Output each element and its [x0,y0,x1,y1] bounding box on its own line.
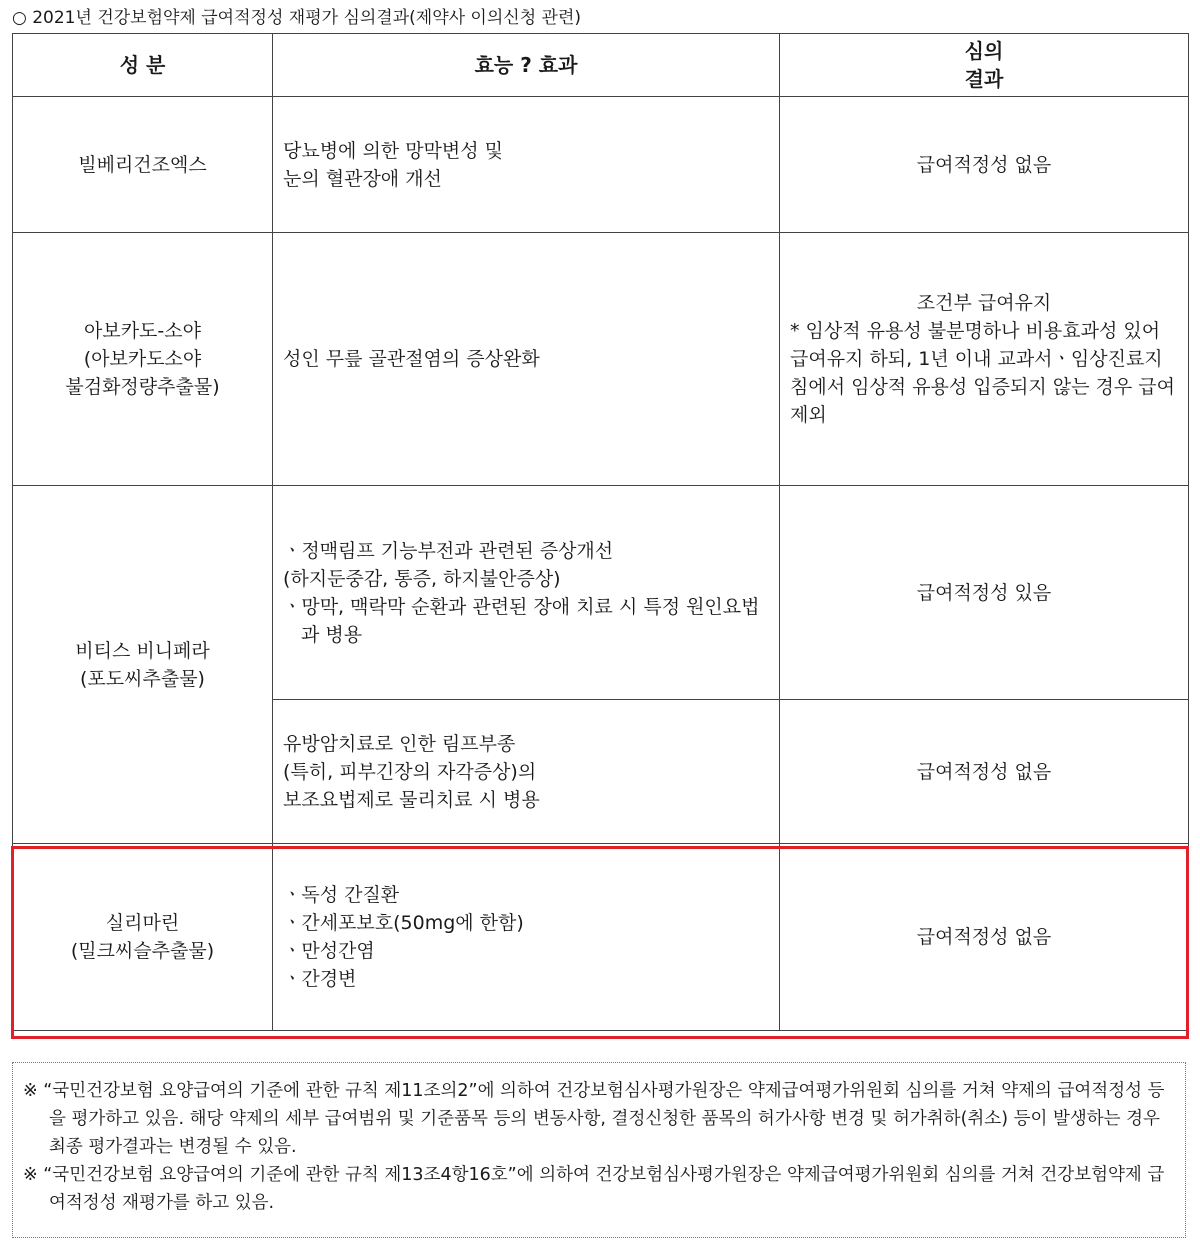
result-text: 급여적정성 없음 [916,760,1052,783]
efficacy-cell [273,233,780,486]
header-result-line1: 심의 [964,39,1004,63]
efficacy-line: (하지둔중감, 통증, 하지불안증상) [283,567,561,590]
efficacy-cell [273,486,780,700]
efficacy-bullet: ㆍ망막, 맥락막 순환과 관련된 장애 치료 시 특정 원인요법과 병용 [283,595,760,646]
efficacy-bullet: ㆍ간세포보호(50mg에 한함) [283,912,524,934]
efficacy-cell [273,844,780,1031]
ingredient-cell [13,233,273,486]
efficacy-cell [273,97,780,233]
header-ingredient: 성 분 [13,34,273,97]
ingredient-detail: (포도씨추출물) [80,667,205,690]
ingredient-detail: 불검화정량추출물) [65,376,220,398]
ingredient-name: 비티스 비니페라 [75,639,210,662]
review-results-table [12,33,1189,1031]
header-result [780,34,1189,97]
notes-box [12,1062,1186,1238]
ingredient-detail: (밀크씨슬추출물) [70,940,215,962]
note-item: ※ “국민건강보험 요양급여의 기준에 관한 규칙 제11조의2”에 의하여 건강보험심사평가원장은 약제급여평가위원회 심의를 거쳐 약제의 급여적정성 등을 평가하고 있음. 해당 약제의 세부 급여범위 및 기준품목 등의 변동사항, 결정신청한 품목의 허가사항 변경 및 허가취하(취소) 등이 발생하는 경우 최종 평가결과는 변경될 수 있음. [23,1081,1165,1157]
ingredient-cell [13,97,273,233]
table-row [13,97,1189,233]
ingredient-cell [13,486,273,844]
efficacy-line: (특히, 피부긴장의 자각증상)의 [283,760,537,783]
efficacy-line: 당뇨병에 의한 망막변성 및 [283,139,504,162]
result-cell [780,97,1189,233]
result-text: 급여적정성 있음 [916,581,1052,604]
ingredient-detail: (아보카도소야 [83,348,202,370]
result-note: * 임상적 유용성 불분명하나 비용효과성 있어 급여유지 하되, 1년 이내 교과서ㆍ임상진료지침에서 임상적 유용성 입증되지 않는 경우 급여제외 [790,320,1175,426]
ingredient-cell [13,844,273,1031]
table-row [13,233,1189,486]
efficacy-cell [273,700,780,844]
result-text: 급여적정성 없음 [916,926,1052,948]
table-row [13,844,1189,1031]
efficacy-line: 보조요법제로 물리치료 시 병용 [283,788,540,811]
result-cell [780,233,1189,486]
note-item: ※ “국민건강보험 요양급여의 기준에 관한 규칙 제13조4항16호”에 의하여 건강보험심사평가원장은 약제급여평가위원회 심의를 거쳐 건강보험약제 급여적정성 재평가를 하고 있음. [23,1165,1165,1213]
table-row [13,486,1189,700]
efficacy-bullet: ㆍ정맥림프 기능부전과 관련된 증상개선 [283,539,614,562]
header-result-line2: 결과 [964,67,1004,91]
result-cell [780,700,1189,844]
result-cell [780,844,1189,1031]
result-cell [780,486,1189,700]
efficacy-line: 유방암치료로 인한 림프부종 [283,732,516,755]
efficacy-bullet: ㆍ독성 간질환 [283,884,400,906]
efficacy-bullet: ㆍ간경변 [283,968,357,990]
result-text: 급여적정성 없음 [916,153,1052,176]
efficacy-line: 성인 무릎 골관절염의 증상완화 [283,348,540,370]
result-text: 조건부 급여유지 [916,292,1052,314]
efficacy-bullet: ㆍ만성간염 [283,940,375,962]
efficacy-line: 눈의 혈관장애 개선 [283,167,442,190]
page-title: ○ 2021년 건강보험약제 급여적정성 재평가 심의결과(제약사 이의신청 관련) [12,8,582,28]
ingredient-name: 빌베리건조엑스 [78,153,207,176]
ingredient-name: 실리마린 [105,912,180,934]
ingredient-name: 아보카도-소야 [84,320,201,342]
table-header-row [13,34,1189,97]
header-efficacy: 효능 ? 효과 [273,34,780,97]
